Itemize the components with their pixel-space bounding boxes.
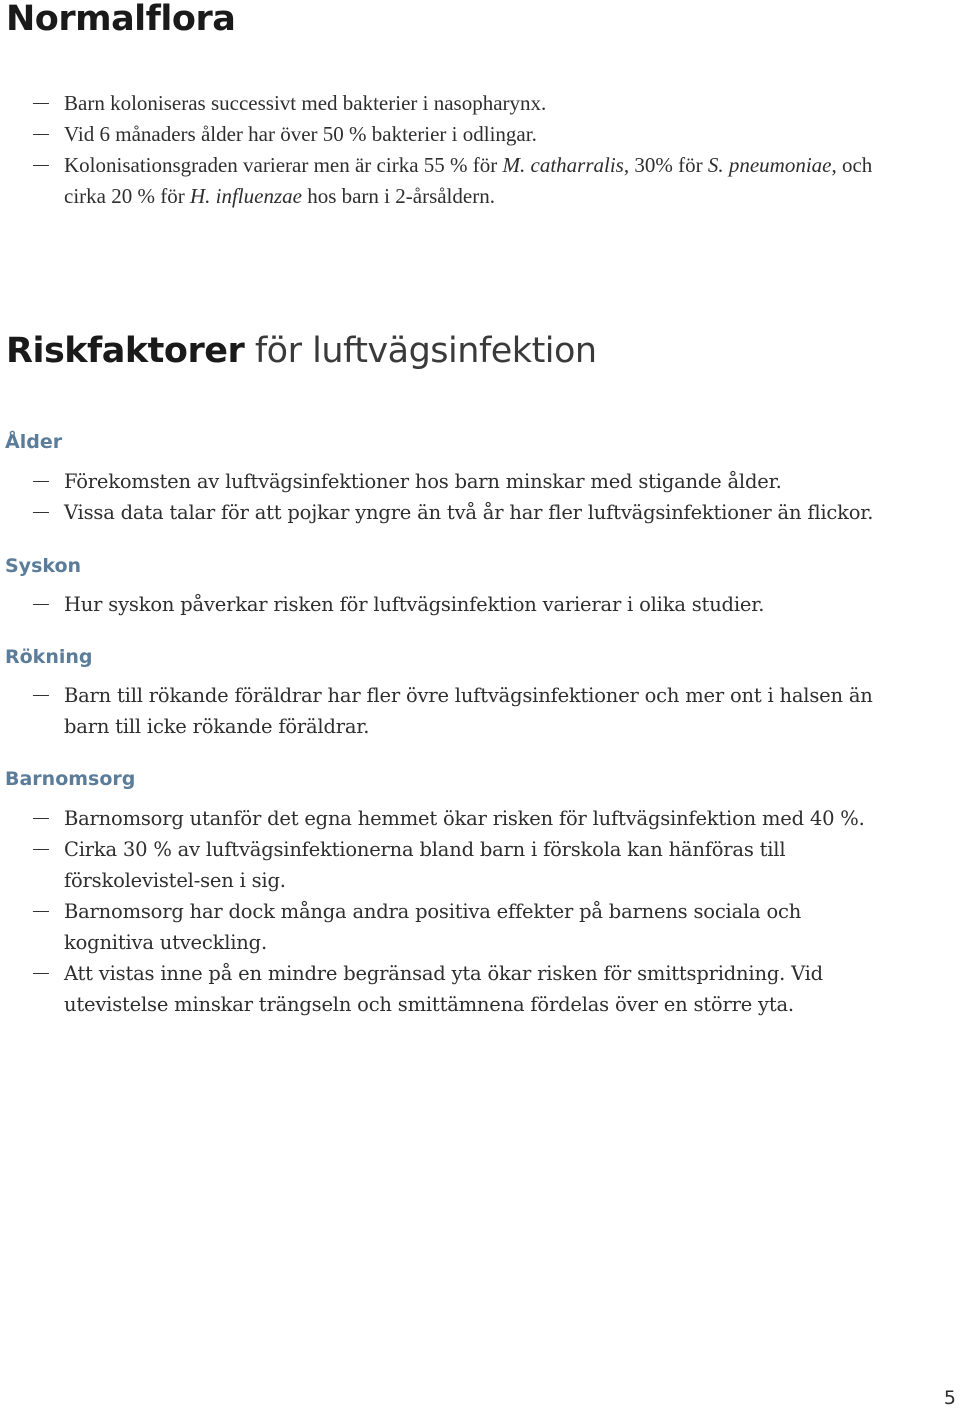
list-item: Cirka 30 % av luftvägsinfektionerna bland barn i förskola kan hänföras till förskolevistel-sen i sig. xyxy=(0,834,904,896)
dash-bullet xyxy=(33,165,49,166)
page-number: 5 xyxy=(943,1387,956,1409)
list-item: Att vistas inne på en mindre begränsad yta ökar risken för smittspridning. Vid utevistelse minskar trängseln och smittämnena fördelas över en större yta. xyxy=(0,958,904,1020)
subheading-syskon: Syskon xyxy=(5,555,82,577)
dash-bullet xyxy=(33,849,49,850)
dash-bullet xyxy=(33,973,49,974)
dash-bullet xyxy=(33,604,49,605)
list-item: Barnomsorg utanför det egna hemmet ökar risken för luftvägsinfektion med 40 %. xyxy=(0,803,900,834)
dash-bullet xyxy=(33,695,49,696)
list-item: Barn koloniseras successivt med bakterier i nasopharynx. xyxy=(0,88,900,119)
rokning-list xyxy=(0,680,900,742)
syskon-list xyxy=(0,589,900,620)
list-item: Vissa data talar för att pojkar yngre än två år har fler luftvägsinfektioner än flickor. xyxy=(0,497,900,528)
dash-bullet xyxy=(33,134,49,135)
section-title-riskfaktorer: Riskfaktorer för luftvägsinfektion xyxy=(6,331,597,371)
section-title-normalflora: Normalflora xyxy=(6,0,236,39)
barnomsorg-list xyxy=(0,803,900,1020)
list-item: Vid 6 månaders ålder har över 50 % bakterier i odlingar. xyxy=(0,119,900,150)
dash-bullet xyxy=(33,512,49,513)
alder-list xyxy=(0,466,900,528)
list-item: Hur syskon påverkar risken för luftvägsinfektion varierar i olika studier. xyxy=(0,589,900,620)
list-item: Barnomsorg har dock många andra positiva effekter på barnens sociala och kognitiva utveckling. xyxy=(0,896,884,958)
subheading-rokning: Rökning xyxy=(5,646,93,668)
subheading-barnomsorg: Barnomsorg xyxy=(5,768,136,790)
subheading-alder: Ålder xyxy=(5,431,63,453)
list-item: Barn till rökande föräldrar har fler övre luftvägsinfektioner och mer ont i halsen än barn till icke rökande föräldrar. xyxy=(0,680,894,742)
dash-bullet xyxy=(33,818,49,819)
dash-bullet xyxy=(33,481,49,482)
list-item: Kolonisationsgraden varierar men är cirka 55 % för M. catharralis, 30% för S. pneumoniae, och cirka 20 % för H. influenzae hos barn i 2-årsåldern. xyxy=(0,150,904,212)
list-item: Förekomsten av luftvägsinfektioner hos barn minskar med stigande ålder. xyxy=(0,466,900,497)
normalflora-list xyxy=(0,88,900,212)
dash-bullet xyxy=(33,103,49,104)
dash-bullet xyxy=(33,911,49,912)
